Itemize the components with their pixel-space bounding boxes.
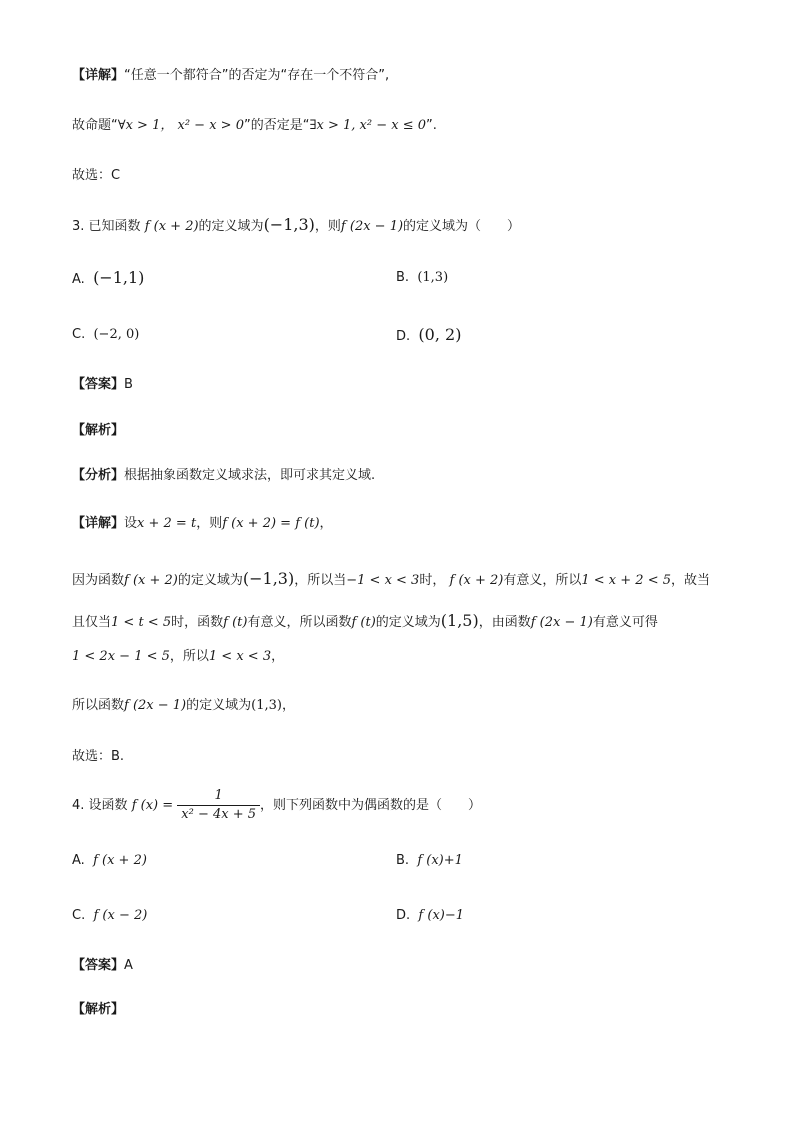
math-inequality: x² − x > 0 xyxy=(177,118,244,133)
text-c: ”. xyxy=(426,118,437,133)
proposition-line xyxy=(72,116,437,136)
text: 有意义可得 xyxy=(592,615,658,630)
option-a xyxy=(72,851,147,871)
text: 时， xyxy=(419,573,446,588)
question-4-stem: 4. 设函数 xyxy=(72,798,128,813)
math-f-x-plus-2: f (x + 2) xyxy=(144,219,199,234)
option-label: C. xyxy=(72,327,86,342)
text: 时，函数 xyxy=(171,615,224,630)
option-b xyxy=(396,268,448,288)
option-label: D. xyxy=(396,329,411,344)
option-c xyxy=(72,906,147,926)
analysis-3-heading xyxy=(72,421,124,441)
option-value: f (x)+1 xyxy=(417,853,463,868)
math: f (x + 2) xyxy=(124,573,178,588)
analysis-4-heading xyxy=(72,1000,124,1020)
text: ，则下列函数中为偶函数的是（ ） xyxy=(260,798,482,813)
fraction-numerator: 1 xyxy=(177,787,260,806)
math: f (t) xyxy=(351,615,376,630)
text: 且仅当 xyxy=(72,615,112,630)
math-domain: (−1,3) xyxy=(263,215,315,234)
math: 1 < 2x − 1 < 5 xyxy=(72,649,170,664)
option-label: B. xyxy=(396,853,410,868)
option-value: f (x − 2) xyxy=(93,908,148,923)
math-exists: ∃x > 1, x² − x ≤ 0 xyxy=(309,118,426,133)
detail-3-line xyxy=(72,514,333,534)
text: ，由函数 xyxy=(478,615,531,630)
math: 1 < t < 5 xyxy=(111,615,172,630)
option-label: A. xyxy=(72,853,85,868)
option-d xyxy=(396,906,464,926)
analysis-tag: 【分析】 xyxy=(72,468,125,483)
text-a: 故命题“ xyxy=(72,118,118,133)
math: f (x + 2) xyxy=(449,573,504,588)
choice-text: 故选：B. xyxy=(72,749,125,764)
text: 有意义，所以函数 xyxy=(247,615,352,630)
option-c xyxy=(72,325,139,345)
option-value: (−1,1) xyxy=(93,268,145,287)
text: 因为函数 xyxy=(72,573,125,588)
detail-tag: 【详解】 xyxy=(72,68,125,83)
option-value: (0, 2) xyxy=(418,325,462,344)
text: 的定义域为 xyxy=(375,615,441,630)
option-label: B. xyxy=(396,270,410,285)
text: 所以函数 xyxy=(72,698,125,713)
text: ，故当 xyxy=(671,573,711,588)
option-a xyxy=(72,268,144,290)
detail-paragraph-3 xyxy=(72,647,284,667)
option-value: f (x + 2) xyxy=(93,853,147,868)
option-value: (1,3) xyxy=(417,270,449,285)
answer-4 xyxy=(72,956,133,976)
detail-tag: 【详解】 xyxy=(72,516,125,531)
math: 1 < x + 2 < 5 xyxy=(581,573,671,588)
answer-value: B xyxy=(124,377,133,392)
text: ， xyxy=(271,649,285,664)
option-d xyxy=(396,325,461,347)
math: f (t) xyxy=(223,615,248,630)
analysis-tag: 【解析】 xyxy=(72,423,125,438)
option-label: C. xyxy=(72,908,86,923)
text: 的定义域为 xyxy=(177,573,243,588)
text: ， xyxy=(319,516,333,531)
fraction xyxy=(177,787,260,824)
math-f-x: f (x) = xyxy=(131,798,174,813)
option-label: A. xyxy=(72,272,85,287)
option-label: D. xyxy=(396,908,411,923)
question-4 xyxy=(72,786,481,826)
math: (1,5) xyxy=(440,611,479,630)
math-f-2x-minus-1: f (2x − 1) xyxy=(340,219,404,234)
option-value: f (x)−1 xyxy=(418,908,465,923)
detail-paragraph-2 xyxy=(72,611,658,633)
detail-text: “任意一个都符合”的否定为“存在一个不符合”, xyxy=(124,68,390,83)
question-3-stem: 3. 已知函数 xyxy=(72,219,141,234)
text: 的定义域为（ ） xyxy=(403,219,521,234)
text: ，所以当 xyxy=(294,573,347,588)
text: ，则 xyxy=(196,516,223,531)
answer-tag: 【答案】 xyxy=(72,958,125,973)
analysis-3-line xyxy=(72,466,375,486)
option-b xyxy=(396,851,463,871)
option-value: (−2, 0) xyxy=(93,327,140,342)
text-b: ”的否定是“ xyxy=(243,118,310,133)
analysis-text: 根据抽象函数定义域求法，即可求其定义域. xyxy=(124,468,376,483)
math-forall: ∀x > 1， xyxy=(117,118,174,133)
math: (−1,3) xyxy=(242,569,295,588)
math: −1 < x < 3 xyxy=(346,573,420,588)
text: 的定义域为 xyxy=(186,698,252,713)
text: ，则 xyxy=(314,219,341,234)
detail-line-negation xyxy=(72,66,389,86)
detail-paragraph-1 xyxy=(72,569,710,591)
question-3 xyxy=(72,215,520,237)
math: f (x + 2) = f (t) xyxy=(222,516,320,531)
math: x + 2 = t xyxy=(137,516,197,531)
fraction-denominator: x² − 4x + 5 xyxy=(181,807,257,822)
answer-value: A xyxy=(124,958,133,973)
text: ，所以 xyxy=(169,649,209,664)
text: 的定义域为 xyxy=(198,219,264,234)
choice-line-b xyxy=(72,747,124,767)
math: f (2x − 1) xyxy=(530,615,593,630)
answer-tag: 【答案】 xyxy=(72,377,125,392)
math: 1 < x < 3 xyxy=(208,649,272,664)
math: f (2x − 1) xyxy=(124,698,187,713)
detail-conclusion xyxy=(72,696,295,716)
text: 设 xyxy=(124,516,138,531)
analysis-tag: 【解析】 xyxy=(72,1002,125,1017)
math: (1,3) xyxy=(251,698,282,713)
choice-line-c xyxy=(72,166,120,186)
text: ， xyxy=(281,698,295,713)
choice-text: 故选：C xyxy=(72,168,121,183)
text: 有意义，所以 xyxy=(503,573,582,588)
answer-3 xyxy=(72,375,133,395)
